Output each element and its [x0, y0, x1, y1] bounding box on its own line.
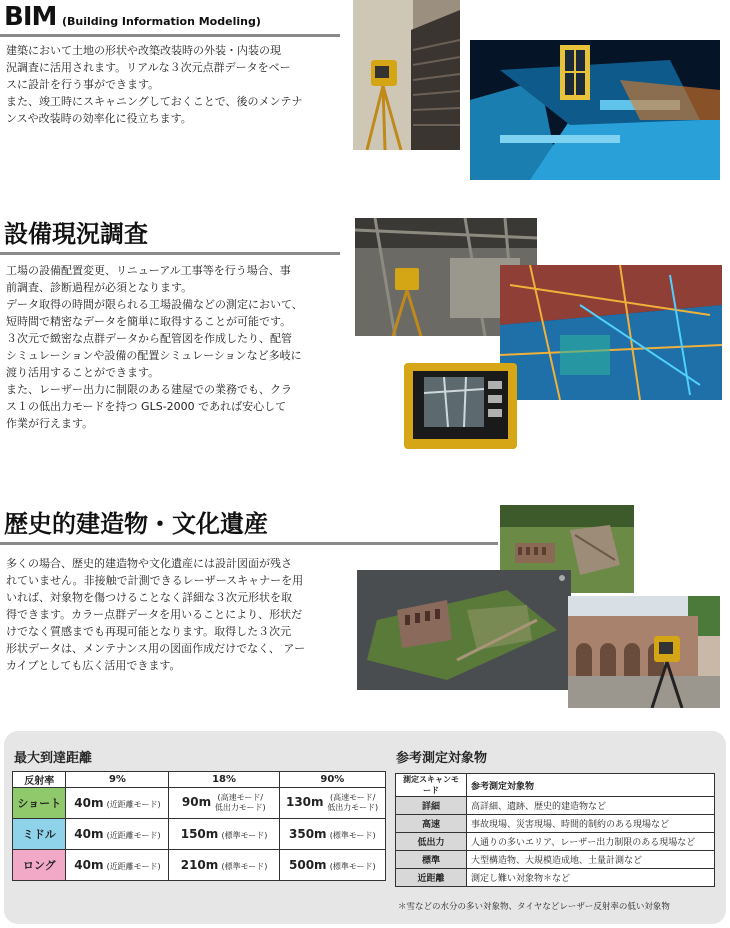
tablet-device-image — [404, 363, 517, 449]
factory-pointcloud-image — [500, 265, 722, 400]
targets-desc: 事故現場、災害現場、時間的制約のある現場など — [467, 815, 715, 833]
equipment-line: シミュレーションや設備の配置シミュレーションなど多岐に — [6, 349, 302, 362]
targets-table-title: 参考測定対象物 — [396, 751, 488, 766]
arch-building-scanner-photo — [568, 596, 720, 708]
ruins-3d-model-image — [357, 570, 571, 690]
range-cell — [279, 850, 385, 881]
range-cell — [279, 788, 385, 819]
range-header: 9% — [66, 772, 169, 788]
range-value: 500m — [289, 858, 327, 872]
bim-line: ンスや改装時の効率化に役立ちます。 — [6, 112, 192, 125]
bim-line: スに設計を行う事ができます。 — [6, 78, 160, 91]
range-note: (近距離モード) — [106, 800, 161, 809]
equipment-body — [6, 262, 341, 432]
targets-desc: 大型構造物、大規模造成地、土量計測など — [467, 851, 715, 869]
equipment-line: 作業が行えます。 — [6, 417, 94, 430]
heritage-title: 歴史的建造物・文化遺産 — [4, 510, 268, 538]
heritage-line: れていません。非接触で計測できるレーザースキャナーを用 — [6, 574, 304, 587]
range-cell — [66, 850, 169, 881]
range-note: (標準モード) — [329, 831, 376, 840]
bim-rule — [0, 34, 340, 37]
range-label-middle: ミドル — [13, 819, 66, 850]
range-value: 90m — [181, 795, 212, 809]
range-value: 210m — [180, 858, 219, 872]
heritage-body — [6, 555, 351, 674]
range-table — [12, 771, 386, 881]
bim-scanner-photo — [353, 0, 460, 150]
range-label-long: ロング — [13, 850, 66, 881]
range-cell — [66, 788, 169, 819]
targets-mode: 近距離 — [396, 869, 467, 887]
range-note: (高速モード/ 低出力モード) — [327, 793, 379, 812]
range-header: 反射率 — [13, 772, 66, 788]
heritage-line: 形状データは、メンテナンス用の図面作成だけでなく、 アー — [6, 642, 306, 655]
range-cell — [66, 819, 169, 850]
range-value: 150m — [180, 827, 219, 841]
targets-row — [396, 869, 715, 887]
range-label-short: ショート — [13, 788, 66, 819]
targets-mode: 詳細 — [396, 797, 467, 815]
targets-footnote: ＊雪などの水分の多い対象物、タイヤなどレーザー反射率の低い対象物 — [398, 902, 670, 912]
bim-title-main: BIM — [4, 2, 57, 32]
range-value: 40m — [74, 858, 104, 872]
range-row-long — [13, 850, 386, 881]
bim-line: 況調査に活用されます。リアルな３次元点群データをベー — [6, 61, 291, 74]
equipment-line: データ取得の時間が限られる工場設備などの測定において、 — [6, 298, 303, 311]
targets-row — [396, 815, 715, 833]
targets-desc: 高詳細、遺跡、歴史的建造物など — [467, 797, 715, 815]
equipment-line: 工場の設備配置変更、リニューアル工事等を行う場合、事 — [6, 264, 291, 277]
equipment-title: 設備現況調査 — [4, 220, 148, 248]
heritage-line: 得できます。カラー点群データを用いることにより、形状だ — [6, 608, 303, 621]
range-value: 40m — [74, 827, 104, 841]
range-note: (標準モード) — [329, 862, 376, 871]
heritage-line: カイブとしても広く活用できます。 — [6, 659, 181, 672]
range-note: (近距離モード) — [106, 831, 161, 840]
range-value: 40m — [74, 796, 104, 810]
range-note: (近距離モード) — [106, 862, 161, 871]
targets-mode: 高速 — [396, 815, 467, 833]
equipment-line: ３次元で緻密な点群データから配管図を作成したり、配管 — [6, 332, 292, 345]
range-header: 90% — [279, 772, 385, 788]
heritage-line: いれば、対象物を傷つけることなく詳細な３次元形状を取 — [6, 591, 292, 604]
range-note: (高速モード/ 低出力モード) — [214, 793, 266, 812]
range-cell — [169, 819, 279, 850]
targets-header-desc: 参考測定対象物 — [467, 774, 715, 797]
range-value: 350m — [289, 827, 327, 841]
targets-desc: 人通りの多いエリア、レーザー出力制限のある現場など — [467, 833, 715, 851]
equipment-line: また、レーザー出力に制限のある建屋での業務でも、クラ — [6, 383, 292, 396]
equipment-line: 渡り活用することができます。 — [6, 366, 160, 379]
targets-row — [396, 833, 715, 851]
range-header: 18% — [169, 772, 279, 788]
bim-line: また、竣工時にスキャニングしておくことで、後のメンテナ — [6, 95, 303, 108]
range-note: (標準モード) — [221, 831, 268, 840]
bim-pointcloud-image — [470, 40, 720, 180]
targets-table — [395, 773, 715, 887]
heritage-line: けでなく質感までも再現可能となります。取得した３次元 — [6, 625, 292, 638]
targets-row — [396, 797, 715, 815]
equipment-line: ス１の低出力モードを持つ GLS-2000 であれば安心して — [6, 400, 287, 413]
targets-mode: 標準 — [396, 851, 467, 869]
targets-header-mode: 測定スキャンモード — [396, 774, 467, 797]
targets-desc: 測定し難い対象物＊など — [467, 869, 715, 887]
equipment-line: 短時間で精密なデータを簡単に取得することが可能です。 — [6, 315, 292, 328]
range-row-short — [13, 788, 386, 819]
range-note: (標準モード) — [221, 862, 268, 871]
targets-mode: 低出力 — [396, 833, 467, 851]
range-row-middle — [13, 819, 386, 850]
heritage-rule — [0, 542, 498, 545]
bim-body — [6, 42, 341, 127]
bim-line: 建築において土地の形状や改築改装時の外装・内装の現 — [6, 44, 281, 57]
bim-title-sub: (Building Information Modeling) — [61, 15, 261, 28]
range-value: 130m — [285, 795, 324, 809]
range-cell — [169, 788, 279, 819]
targets-row — [396, 851, 715, 869]
heritage-line: 多くの場合、歴史的建造物や文化遺産には設計図面が残さ — [6, 557, 292, 570]
bim-title — [4, 2, 261, 32]
equipment-rule — [0, 252, 340, 255]
range-table-title: 最大到達距離 — [14, 751, 93, 766]
range-cell — [279, 819, 385, 850]
range-cell — [169, 850, 279, 881]
equipment-line: 前調査、診断過程が必須となります。 — [6, 281, 193, 294]
